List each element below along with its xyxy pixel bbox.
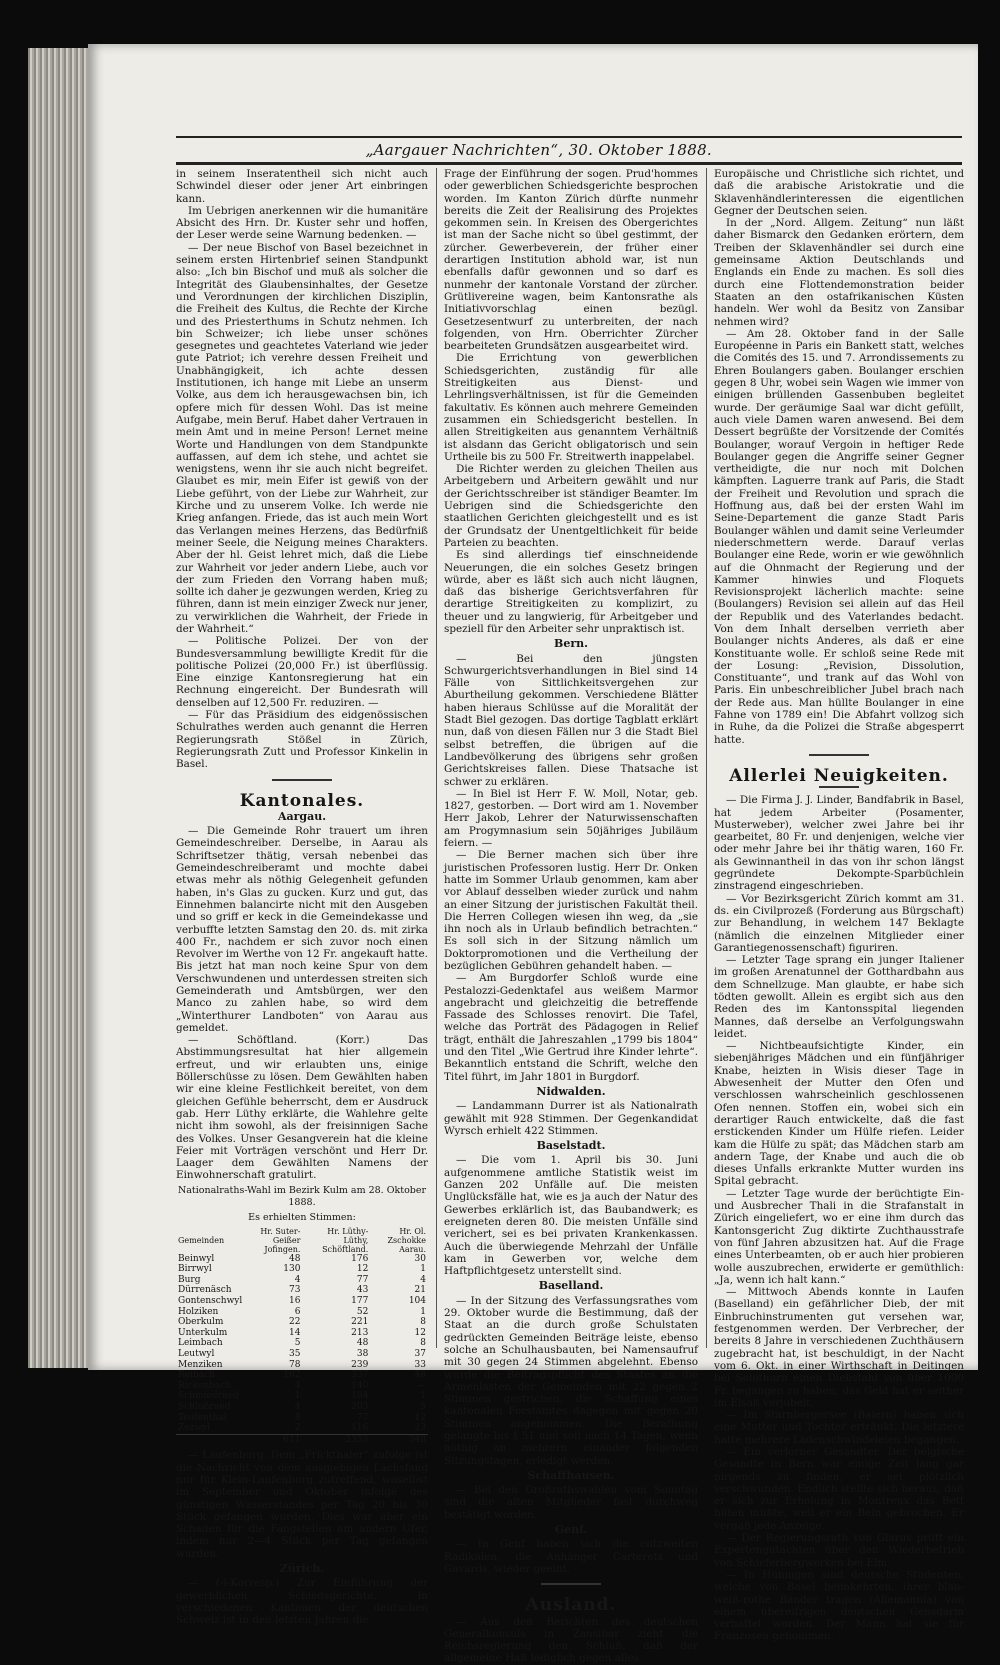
table-header-cell: Hr. Lüthy-Lüthy, Schöftland. bbox=[322, 1226, 369, 1254]
book-edge bbox=[28, 48, 90, 1368]
table-cell: Zezwyl bbox=[178, 1423, 210, 1434]
table-cell: 6 bbox=[294, 1306, 301, 1317]
column-rule bbox=[436, 168, 437, 1348]
section-heading-kantonales: Kantonales. bbox=[239, 790, 365, 811]
table-cell: 33 bbox=[414, 1359, 426, 1370]
table-cell: Birrwyl bbox=[178, 1264, 212, 1275]
table-cell: Teufenthal bbox=[178, 1412, 227, 1423]
paragraph: — Am Burgdorfer Schloß wurde eine Pestalozzi-Gedenktafel aus weißem Marmor angebracht und gleichzeitig die betreffende Fassade des Schlosses renovirt. Die Tafel, welche das Porträt des Pädagogen in Relief trägt, enthält die Jahreszahlen „1799 bis 1804“ und den Titel „Wie Gertrud ihre Kinder lehrte“. Bekanntlich entstand die Schrift, welche den Titel führt, im Jahr 1801 in Burgdorf. bbox=[444, 972, 698, 1083]
table-cell: 23 bbox=[414, 1423, 426, 1434]
paragraph: — Bei den Großrathswahlen vom Sonntag sind die alten Mitglieder fast durchweg bestätigt worden. bbox=[444, 1484, 698, 1521]
table-cell: 37 bbox=[414, 1348, 426, 1359]
table-cell: 12 bbox=[356, 1264, 369, 1275]
table-cell: 104 bbox=[408, 1296, 426, 1307]
table-cell: 2353 bbox=[302, 1434, 370, 1445]
divider bbox=[819, 786, 859, 788]
table-title: Nationalraths-Wahl im Bezirk Kulm am 28. Oktober 1888. bbox=[177, 1184, 427, 1209]
table-row bbox=[176, 1360, 428, 1371]
header-top-rule bbox=[176, 136, 962, 138]
table-row bbox=[176, 1391, 428, 1402]
table-row bbox=[176, 1423, 428, 1434]
paragraph: — Im Starnbergersee (Baiern) haben sich eine Mutter und Tochter ertränkt. Die letztere hatte mehrere Ladenschwindeleien begangen. bbox=[714, 1409, 964, 1446]
paragraph: Frage der Einführung der sogen. Prud'hommes oder gewerblichen Schiedsgerichte besprochen worden. Im Kanton Zürich dürfte nunmehr bereits die Zeit der Realisirung des Projektes gekommen sein. In Kreisen des Obergerichtes ist man der Sache nicht so übel gestimmt, der zürcher. Gewerbeverein, der früher einer derartigen Institution abhold war, ist nun ebenfalls dafür gewonnen und so darf es nunmehr der kantonale Vorstand der zürcher. Grütlivereine wagen, beim Kantonsrathe als Initiativvorschlag einen bezügl. Gesetzesentwurf zu unterbreiten, der nach folgenden, von Hrn. Oberrichter Zürcher bearbeiteten Grundsätzen ausgearbeitet wird. bbox=[444, 168, 698, 353]
table-cell: 337 bbox=[351, 1370, 369, 1381]
table-cell: 5 bbox=[294, 1338, 301, 1349]
table-cell: 77 bbox=[356, 1274, 369, 1285]
table-header-cell: Hr. Suter-Geißer Jofingen. bbox=[260, 1226, 301, 1254]
table-row bbox=[176, 1275, 428, 1286]
paragraph: — Der neue Bischof von Basel bezeichnet in seinem ersten Hirtenbrief seinen Standpunkt also: „Ich bin Bischof und muß als solcher die Integrität des Glaubensinhaltes, der Gesetze und Verordnungen der kirchlichen Disziplin, die Freiheit des Kultus, die Rechte der Kirche und des Priesterthums in Schutz nehmen. Ich bin Schweizer; ich liebe unser schönes gesegnetes und geachtetes Vaterland wie jeder gute Patriot; ich verehre dessen Freiheit und Unabhängigkeit, ich achte dessen Institutionen, ich hange mit Liebe an unserm Volke, aus dem ich herausgewachsen bin, ich opfere mich für dessen Wohl. Das ist meine Aufgabe, mein Beruf. Habet daher Vertrauen in mein Amt und in meine Person! Lernet meine Worte und Handlungen von dem Standpunkte auffassen, auf dem ich stehe, und achtet sie wenigstens, wenn ihr sie auch nicht begreifet. Glaubet es mir, mein Eifer ist gewiß von der Liebe geführt, von der Liebe zur Wahrheit, zur Kirche und zu unserem Volke. Ich werde nie Krieg anfangen. Friede, das ist auch mein Wort das Verlangen meines Herzens, das Bedürfniß meiner Seele, die Neigung meines Charakters. Aber der hl. Geist lehret mich, daß die Liebe zur Wahrheit vor jeder andern Liebe, auch vor der zum Frieden den Vorrang haben muß; sollte ich daher je gezwungen werden, Krieg zu führen, dann ist mein einziger Zweck nur jener, zu verwirklichen die Wahrheit, der Friede in der Wahrheit.“ bbox=[176, 241, 428, 635]
table-row bbox=[176, 1381, 428, 1392]
table-cell: Oberkulm bbox=[178, 1317, 224, 1328]
table-cell: 4 bbox=[420, 1274, 426, 1285]
table-cell: 4 bbox=[294, 1274, 301, 1285]
table-cell: Rickenbach bbox=[178, 1380, 232, 1391]
paragraph: — In Genf haben sich die entzweiten Radikalen, die Anhänger Carterets und Gavards, wieder geeint. bbox=[444, 1538, 698, 1575]
table-cell: 30 bbox=[414, 1253, 426, 1264]
table-row bbox=[176, 1254, 428, 1265]
paragraph: — Nichtbeaufsichtigte Kinder, ein siebenjähriges Mädchen und ein fünfjähriger Knabe, heizten in Wisis dieser Tage in Abwesenheit der Mutter den Ofen und verschlossen wahrscheinlich geschlossenen Ofen nennen. Stoffen ein, wobei sich ein derartiger Rauch entwickelte, daß die fast erstickenden Kinder um Hülfe riefen. Leider kam die Hülfe zu spät; das Mädchen starb am andern Tage, der Knabe und auch die ob dieses Unfalls erkrankte Mutter wurden ins Spital gebracht. bbox=[714, 1040, 964, 1188]
paragraph: Im Uebrigen anerkennen wir die humanitäre Absicht des Hrn. Dr. Kuster sehr und hoffen, der Leser werde seine Warnung bedenken. — bbox=[176, 204, 428, 242]
table-cell: 4 bbox=[294, 1380, 301, 1391]
paragraph: — In Biel ist Herr F. W. Moll, Notar, geb. 1827, gestorben. — Dort wird am 1. November Herr Jakob, Lehrer der Naturwissenschaften am Progymnasium sein 50jähriges Jubiläum feiern. — bbox=[444, 787, 698, 850]
table-cell: 1 bbox=[420, 1391, 426, 1402]
subheading-genf: Genf. bbox=[554, 1523, 588, 1537]
table-cell: 1 bbox=[420, 1306, 426, 1317]
table-row bbox=[176, 1413, 428, 1424]
paragraph: — Mittwoch Abends konnte in Laufen (Baselland) ein gefährlicher Dieb, der mit Einbruchinstrumenten gut versehen war, festgenommen werden. Der Verbrecher, der bereits 8 Jahre in verschiedenen Zuchthäusern zugebracht hat, ist beschuldigt, in der Nacht vom 6. Okt. in einer Wirthschaft in Deitingen bei Solothurn einen Diebstahl von über 1000 Fr. begangen zu haben; das Geld hat er seither im Elsaß verjubelt. bbox=[714, 1286, 964, 1409]
subheading-baselland: Baselland. bbox=[538, 1279, 604, 1293]
table-row bbox=[176, 1370, 428, 1381]
table-cell: Unterkulm bbox=[178, 1327, 228, 1338]
table-cell: Burg bbox=[178, 1274, 201, 1285]
paragraph: — Die Gemeinde Rohr trauert um ihren Gemeindeschreiber. Derselbe, in Aarau als Schriftsetzer thätig, versah nebenbei das Gemeindeschreiberamt und mochte dabei etwas mehr als nöthig Gelegenheit gefunden haben, in's Glas zu gucken. Kurz und gut, das Einnehmen balancirte nicht mit den Ausgeben und so griff er keck in die Gemeindekasse und verbuffte letzten Samstag den 20. ds. mit zirka 400 Fr., nachdem er sich zuvor noch einen Revolver im Werthe von 12 Fr. angekauft hatte. Bis jetzt hat man noch keine Spur von dem Verschwundenen und unterdessen streiten sich Gemeinderath und Amtsbürgen, wer den Manco zu zahlen habe, so wird dem „Winterthurer Landboten“ von Aarau aus gemeldet. bbox=[176, 825, 428, 1034]
table-cell: 221 bbox=[351, 1317, 369, 1328]
table-cell: 203 bbox=[351, 1401, 369, 1412]
table-cell: 239 bbox=[351, 1359, 369, 1370]
section-heading-ausland: Ausland. bbox=[525, 1595, 617, 1616]
table-cell: 22 bbox=[288, 1317, 301, 1328]
table-cell: 177 bbox=[351, 1296, 369, 1307]
column-2 bbox=[444, 168, 698, 1665]
table-row bbox=[176, 1338, 428, 1349]
paragraph: — Landammann Durrer ist als Nationalrath gewählt mit 928 Stimmen. Der Gegenkandidat Wyrsch erhielt 422 Stimmen. bbox=[444, 1100, 698, 1137]
table-cell bbox=[176, 1434, 244, 1445]
table-cell: 21 bbox=[414, 1285, 426, 1296]
subheading-bern: Bern. bbox=[554, 637, 588, 651]
table-cell: 78 bbox=[288, 1359, 301, 1370]
subheading-baselstadt: Baselstadt. bbox=[536, 1139, 606, 1153]
divider bbox=[272, 779, 332, 781]
page-header: „Aargauer Nachrichten“, 30. Oktober 1888. bbox=[365, 141, 712, 159]
table-cell: 140 bbox=[351, 1380, 369, 1391]
table-row bbox=[176, 1317, 428, 1328]
paragraph: — Politische Polizei. Der von der Bundesversammlung bewilligte Kredit für die politische Polizei (20,000 Fr.) ist überflüssig. Eine einzige Kantonsregierung hat ein Rechnung eingereicht. Der Bundesrath will denselben auf 12,500 Fr. reduziren. — bbox=[176, 635, 428, 709]
table-cell: 16 bbox=[288, 1296, 301, 1307]
subheading-nidwalden: Nidwalden. bbox=[536, 1084, 606, 1098]
table-cell: 176 bbox=[351, 1253, 369, 1264]
table-cell: Menziken bbox=[178, 1359, 223, 1370]
table-cell: Beinwyl bbox=[178, 1253, 215, 1264]
table-subtitle: Es erhielten Stimmen: bbox=[248, 1212, 356, 1224]
table-header-cell: Hr. Ol. Zschokke Aarau. bbox=[387, 1226, 426, 1254]
subheading-aargau: Aargau. bbox=[277, 809, 327, 823]
table-row bbox=[176, 1285, 428, 1296]
table-row bbox=[176, 1296, 428, 1307]
column-rule bbox=[706, 168, 707, 1348]
paragraph: — Die Berner machen sich über ihre juristischen Professoren lustig. Herr Dr. Onken hatte im Sommer Urlaub genommen, kam aber vor Ablauf desselben wieder zurück und nahm an einer Sitzung der juristischen Fakultät theil. Die Herren Collegen wiesen ihn weg, da „sie ihn noch als in Urlaub befindlich betrachten.“ Es soll sich in der Sitzung nämlich um Doktorpromotionen und die Vertheilung der bezüglichen Gebühren gehandelt haben. — bbox=[444, 849, 698, 972]
table-row bbox=[176, 1264, 428, 1275]
table-cell: 48 bbox=[414, 1370, 426, 1381]
paragraph: — Letzter Tage sprang ein junger Italiener im großen Arenatunnel der Gotthardbahn aus dem Schnellzuge. Man glaubte, er habe sich tödten gewollt. Allein es ergibt sich aus den Reden des im Kantonsspital liegenden Mannes, daß derselbe an Verfolgungswahn leidet. bbox=[714, 954, 964, 1040]
table-cell: 4 bbox=[294, 1401, 301, 1412]
table-cell: 8 bbox=[420, 1338, 426, 1349]
table-cell: 213 bbox=[351, 1327, 369, 1338]
paragraph: Die Errichtung von gewerblichen Schiedsgerichten, zuständig für alle Streitigkeiten aus Dienst- und Lehrlingsverhältnissen, ist für die Gemeinden fakultativ. Es können auch mehrere Gemeinden zusammen ein Schiedsgericht bestellen. In allen Streitigkeiten aus genanntem Verhältniß ist alsdann das Gericht obligatorisch und sein Urtheile bis zu 500 Fr. Streitwerth inappelabel. bbox=[444, 352, 698, 463]
paragraph: — Letzter Tage wurde der berüchtigte Ein- und Ausbrecher Thali in die Strafanstalt in Zürich eingeliefert, wo er eine ihm durch das Kantonsgericht Zug diktirte Zuchthausstrafe von fünf Jahren abzusitzen hat. Auf die Frage eines Unterbeamten, ob er auch hier probieren wolle auszubrechen, erwiderte er gemüthlich: „Ja, wenn ich halt kann.“ bbox=[714, 1187, 964, 1286]
table-cell: Schloßrued bbox=[178, 1401, 231, 1412]
paragraph: — Die vom 1. April bis 30. Juni aufgenommene amtliche Statistik weist im Ganzen 202 Unfälle auf. Die meisten Unglücksfälle hat, wie es ja auch der Natur des Gewerbes erklärlich ist, das Baubandwerk; es ereigneten deren 80. Die meisten Unfälle sind verichert, sei es bei privaten Krankenkassen. Auch die überwiegende Mehrzahl der Unfälle kam in Gewerben vor, welche dem Haftpflichtgesetz unterstellt sind. bbox=[444, 1154, 698, 1278]
table-cell: 162 bbox=[283, 1370, 301, 1381]
table-row bbox=[176, 1402, 428, 1413]
table-cell: 12 bbox=[414, 1327, 426, 1338]
table-row bbox=[176, 1349, 428, 1360]
table-row bbox=[176, 1328, 428, 1339]
paragraph: — Die Firma J. J. Linder, Bandfabrik in Basel, hat jedem Arbeiter (Posamenter, Musterweber), welcher zwei Jahre bei ihr gearbeitet, 80 Fr. und denjenigen, welche vier oder mehr Jahre bei ihr thätig waren, 160 Fr. als Gewinnantheil in das von ihr schon längst gegründete Dekompte-Sparbüchlein zinstragend eingeschrieben. bbox=[714, 794, 964, 893]
table-cell: 77 bbox=[356, 1412, 369, 1423]
paragraph: Die Richter werden zu gleichen Theilen aus Arbeitgebern und Arbeitern gewählt und nur der Gerichtsschreiber ist ständiger Beamter. Im Uebrigen sind die Schiedsgerichte den staatlichen Gerichten gleichgestellt und es ist der Grundsatz der Unentgeltlichkeit für beide Parteien zu beachten. bbox=[444, 463, 698, 549]
paragraph: — Schöftland. (Korr.) Das Abstimmungsresultat hat hier allgemein erfreut, und wir erlaubten uns, einige Böllerschüsse zu lösen. Dem Gewählten haben wir eine kleine Festlichkeit bereitet, von dem gleichen Gefühle beherrscht, dem er Ausdruck gab. Herr Lüthy erklärte, die Wahlehre gelte nicht ihm sowohl, als der freisinnigen Sache des Volkes. Unser Gesangverein hat die kleine Feier mit Vorträgen verschönt und Herr Dr. Laager dem Gewählten Namens der Einwohnerschaft gratulirt. bbox=[176, 1034, 428, 1182]
table-cell: Reinach bbox=[178, 1370, 215, 1381]
election-results-table bbox=[176, 1227, 428, 1446]
paragraph: Es sind allerdings tief einschneidende Neuerungen, die ein solches Gesetz bringen würde, aber es läßt sich auch nicht läugnen, daß das bisherige Gerichtsverfahren für derartige Streitigkeiten zu komplizirt, zu theuer und zu langwierig, für Arbeitgeber und speziell für den Arbeiter sehr unpraktisch ist. bbox=[444, 549, 698, 635]
table-cell: 48 bbox=[356, 1338, 369, 1349]
paragraph: — (-l-Korresp.) Zur Einführung der gewerblichen Schiedsgerichte. In verschiedenen Kantonen der deutschen Schweiz ist in den letzten Jahren die bbox=[176, 1577, 428, 1627]
table-cell: 43 bbox=[356, 1285, 369, 1296]
column-1 bbox=[176, 168, 428, 1627]
table-cell: Dürrenäsch bbox=[178, 1285, 232, 1296]
divider bbox=[809, 754, 869, 756]
subheading-zuerich: Zürich. bbox=[279, 1562, 325, 1575]
table-cell: 73 bbox=[288, 1285, 301, 1296]
table-cell: — bbox=[417, 1380, 426, 1391]
paragraph: — Aus den Berichten des deutschen Generalkonsuls in Zansibar zieht die Reichsregierung den Schluß, daß der allgemeine Haß lediglich gegen alles bbox=[444, 1615, 698, 1665]
section-heading-allerlei: Allerlei Neuigkeiten. bbox=[729, 765, 949, 786]
table-cell: Holziken bbox=[178, 1306, 219, 1317]
paragraph: In der „Nord. Allgem. Zeitung“ nun läßt daher Bismarck den Gedanken erörtern, dem Treiben der Sklavenhändler sei durch eine gemeinsame Aktion Deutschlands und Englands ein Ende zu machen. Es soll dies durch eine Flottendemonstration beider Staaten an den ostafrikanischen Küsten handeln. Wer wohl da Besitz von Zansibar nehmen wird? bbox=[714, 217, 964, 328]
paragraph: — Der Regierungsrath von Glarus prüft ein Expertengutachten über den Wiederbetrieb von Schieferbergwerken bei Elm. bbox=[714, 1532, 964, 1569]
table-cell: 8 bbox=[420, 1317, 426, 1328]
table-cell: 348 bbox=[370, 1434, 428, 1445]
table-cell: 8 bbox=[294, 1412, 301, 1423]
table-cell: 1 bbox=[294, 1391, 301, 1402]
table-cell: 52 bbox=[356, 1306, 369, 1317]
paragraph: — Am 28. Oktober fand in der Salle Européenne in Paris ein Bankett statt, welches die Comités des 15. und 7. Arrondissements zu Ehren Boulangers gaben. Boulanger erschien gegen 8 Uhr, wobei sein Wagen wie immer von einigen brüllenden Gassenbuben begleitet wurde. Der geräumige Saal war dicht gefüllt, auch viele Damen waren anwesend. Bei dem Dessert begrüßte der Vorsitzende der Comités Boulanger, worauf Vergoin in heftiger Rede Boulanger gegen die Angriffe seiner Gegner vertheidigte, die nur noch mit Dolchen kämpften. Laguerre trank auf Paris, die Stadt der Freiheit und Revolution und sprach die Hoffnung aus, daß bei der ersten Wahl im Seine-Departement die ganze Stadt Paris Boulanger wählen und damit seine Verleumder niederschmettern werde. Darauf verlas Boulanger eine Rede, worin er wie gewöhnlich auf die Ohnmacht der Regierung und der Kammer hinwies und Floquets Revisionsprojekt lächerlich machte: seine (Boulangers) Revision sei allein auf das Heil der Republik und des Vaterlandes bedacht. Von dem Inhalt derselben verrieth aber Boulanger nichts Anderes, als daß er eine Konstituante wolle. Er schloß seine Rede mit der Losung: „Revision, Dissolution, Constituante“, und trank auf das Wohl von Paris. Ein unbeschreiblicher Jubel brach nach der Rede aus. Man hüllte Boulanger in eine Fahne von 1789 ein! Die Abfahrt vollzog sich in Ruhe, da die Polizei die Straße abgesperrt hatte. bbox=[714, 327, 964, 746]
table-header-cell: Gemeinden bbox=[178, 1235, 225, 1245]
table-cell: 14 bbox=[288, 1327, 301, 1338]
table-cell: 5 bbox=[420, 1401, 426, 1412]
header-bottom-rule bbox=[176, 162, 962, 165]
table-cell: Leutwyl bbox=[178, 1348, 215, 1359]
table-cell: 1 bbox=[420, 1264, 426, 1275]
paragraph: — In der Sitzung des Verfassungsrathes vom 29. Oktober wurde die Bestimmung, daß der Staat an die durch große Schulstaten gedrückten Gemeinden Beiträge leiste, ebenso solche an Schulhausbauten, bei Namensaufruf mit 30 gegen 24 Stimmen abgelehnt. Ebenso wurde die Beitragspflicht des Staates an die Armenlasten der Gemeinden mit 22 gegen 2 Stimmen gestrichen, die Schaffung eines kantonalen Forstamtes dagegen mit gegen 20 Stimmen angenommen. Die Berathung gelangte bis § 51 und soll nach 14 Tagen, wenn nöthig an mehrern einander folgenden Sitzungstagen, erledigt werden. bbox=[444, 1294, 698, 1467]
paragraph: — Für das Präsidium des eidgenössischen Schulrathes werden auch genannt die Herren Regierungsrath Stößel in Zürich, Regierungsrath Zutt und Professor Kinkelin in Basel. bbox=[176, 709, 428, 771]
paragraph: — Vor Bezirksgericht Zürich kommt am 31. ds. ein Civilprozeß (Forderung aus Bürgschaft) zur Behandlung, in welchem 147 Beklagte (nämlich die einzelnen Mitglieder einer Garantiegenossenschaft) figuriren. bbox=[714, 892, 964, 954]
paragraph: Europäische und Christliche sich richtet, und daß die arabische Aristokratie und die Sklavenhändlerinteressen die eigentlichen Gegner der Deutschen seien. bbox=[714, 168, 964, 217]
table-cell: 35 bbox=[288, 1348, 301, 1359]
table-cell: 184 bbox=[351, 1391, 369, 1402]
subheading-schaffhausen: Schaffhausen. bbox=[527, 1468, 615, 1482]
paragraph: in seinem Inseratentheil sich nicht auch Schwindel dieser oder jener Art einbringen kann. bbox=[176, 168, 428, 205]
table-cell: 116 bbox=[351, 1423, 369, 1434]
paragraph: — Bei den jüngsten Schwurgerichtsverhandlungen in Biel sind 14 Fälle von Sittlichkeitsvergehen zur Aburtheilung gekommen. Verschiedene Blätter haben hieraus Schlüsse auf die Moralität der Stadt Biel gezogen. Das dortige Tagblatt erklärt nun, daß von diesen Fällen nur 3 die Stadt Biel selbst betreffen, die übrigen auf die Landbevölkerung des übrigens sehr großen Gerichtskreises fallen. Diese Thatsache ist schwer zu erklären. bbox=[444, 652, 698, 788]
table-cell: 611 bbox=[244, 1434, 302, 1445]
table-cell: 48 bbox=[288, 1253, 301, 1264]
paragraph: — Laufenburg. Dem „Frickthaler“ zufolge ist die Nachricht von dem ausgiebigen Lachsfang nur für Klein-Laufenburg zutreffend, woselbst im September und Oktober infolge des günstigen Wasserstandes per Tag 20 bis 30 Stück gefangen wurden. Dies war aber ein Schaden für die Fangstellen am andern Ufer, indem nur 2—4 Stück per Tag gefangen wurden. bbox=[176, 1449, 428, 1560]
table-cell: Gontenschwyl bbox=[178, 1296, 243, 1307]
table-row bbox=[176, 1307, 428, 1318]
paragraph: — In Hüningen sind deutsche Studenten, welche von Basel heimkehrten, ihrer blau-weiß-rothe Bänder tragen (Allemannia) von einem übereifrigen deutschen Gensdarm verhaftet worden. Der Mann hat sie für Franzosen genommen. bbox=[714, 1568, 964, 1643]
table-cell: 130 bbox=[283, 1264, 301, 1275]
table-cell: 12 bbox=[414, 1412, 426, 1423]
column-3 bbox=[714, 168, 964, 1643]
divider bbox=[541, 1583, 601, 1585]
table-cell: Leimbach bbox=[178, 1338, 223, 1349]
table-cell: 38 bbox=[356, 1348, 369, 1359]
paragraph: — Ein verlorner Gesandter. Der belgische Gesandte in Bern war einige Zeit lang gar nirgends zu finden, er sei plötzlich verschwunden. Endlich stellte sich heraus, daß er sich zur Erholung in Montreux das Bett hüten müßte, weil er ein Bein gebrochen. Er vergaß jede Anzeige. bbox=[714, 1445, 964, 1532]
table-cell: 2 bbox=[294, 1423, 301, 1434]
table-total-row bbox=[176, 1434, 428, 1445]
table-cell: Schmiedrued bbox=[178, 1391, 239, 1402]
